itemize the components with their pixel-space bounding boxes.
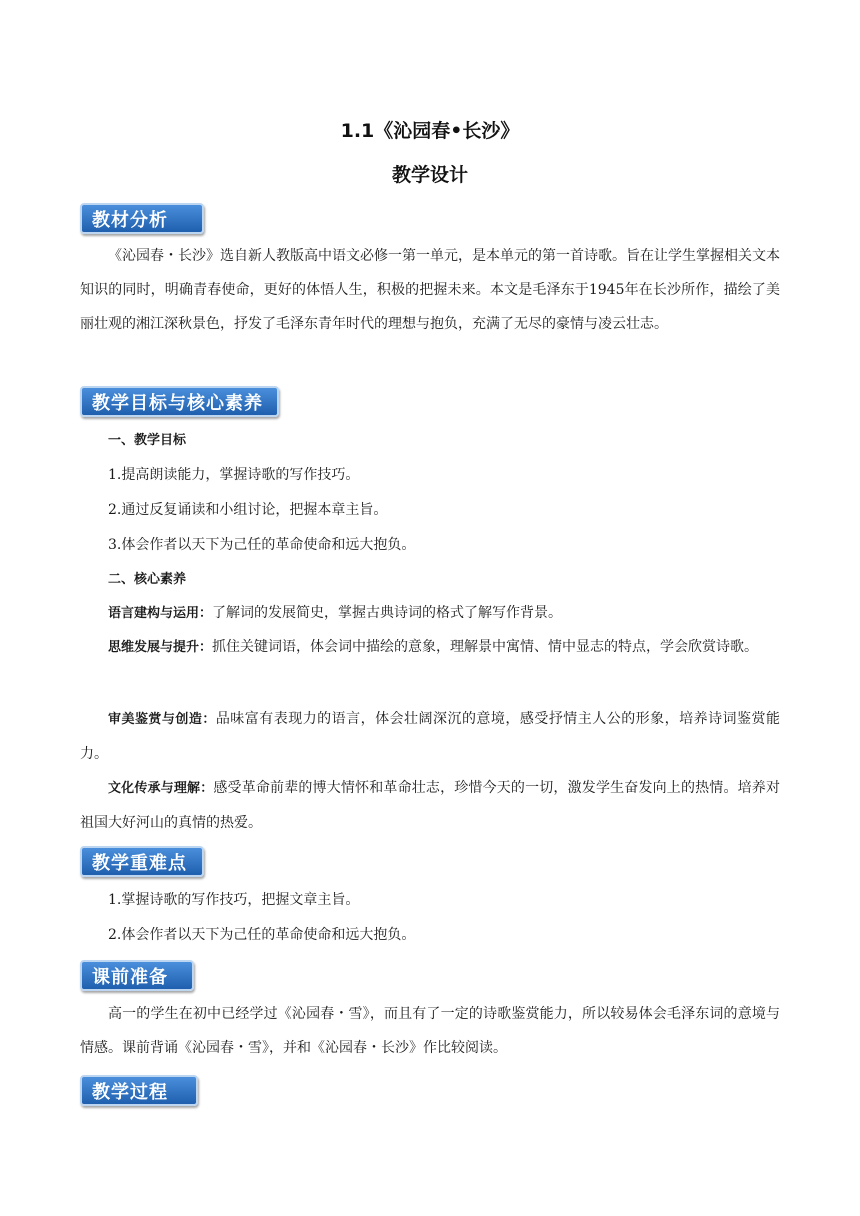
- core-literacy-language: [80, 596, 780, 631]
- goals-subheading: 一、教学目标: [108, 433, 187, 448]
- core-label: 思维发展与提升：: [108, 640, 213, 655]
- document-title: 1.1《沁园春•长沙》: [340, 120, 520, 142]
- keypoint-item: 1.掌握诗歌的写作技巧，把握文章主旨。: [108, 892, 360, 908]
- section-badge-preparation: 课前准备: [80, 960, 194, 991]
- core-literacy-culture: [80, 771, 780, 840]
- core-label: 语言建构与运用：: [108, 606, 213, 621]
- core-label: 文化传承与理解：: [108, 781, 214, 796]
- core-literacy-thinking: [80, 630, 780, 665]
- core-subheading: 二、核心素养: [108, 572, 187, 587]
- section-badge-goals: 教学目标与核心素养: [80, 386, 279, 417]
- section-badge-keypoints: 教学重难点: [80, 846, 204, 877]
- core-literacy-aesthetics: [80, 702, 780, 771]
- analysis-paragraph: 《沁园春・长沙》选自新人教版高中语文必修一第一单元，是本单元的第一首诗歌。旨在让学生掌握相关文本知识的同时，明确青春使命，更好的体悟人生，积极的把握未来。本文是毛泽东于1945年在长沙所作，描绘了美丽壮观的湘江深秋景色，抒发了毛泽东青年时代的理想与抱负，充满了无尽的豪情与凌云壮志。: [80, 248, 780, 332]
- goal-item: 3.体会作者以天下为己任的革命使命和远大抱负。: [108, 537, 416, 553]
- core-text: 了解词的发展简史，掌握古典诗词的格式了解写作背景。: [212, 605, 563, 621]
- preparation-paragraph: 高一的学生在初中已经学过《沁园春・雪》，而且有了一定的诗歌鉴赏能力，所以较易体会毛泽东词的意境与情感。课前背诵《沁园春・雪》，并和《沁园春・长沙》作比较阅读。: [80, 1006, 780, 1056]
- goal-item: 1.提高朗读能力，掌握诗歌的写作技巧。: [108, 467, 360, 483]
- core-text: 抓住关键词语，体会词中描绘的意象，理解景中寓情、情中显志的特点，学会欣赏诗歌。: [212, 639, 759, 655]
- goal-item: 2.通过反复诵读和小组讨论，把握本章主旨。: [108, 502, 388, 518]
- section-badge-process: 教学过程: [80, 1075, 198, 1106]
- document-subtitle: 教学设计: [391, 164, 468, 186]
- core-label: 审美鉴赏与创造：: [108, 712, 216, 727]
- core-text: 感受革命前辈的博大情怀和革命壮志，珍惜今天的一切，激发学生奋发向上的热情。培养对祖国大好河山的真情的热爱。: [80, 780, 780, 831]
- section-badge-analysis: 教材分析: [80, 203, 204, 234]
- core-text: 品味富有表现力的语言，体会壮阔深沉的意境，感受抒情主人公的形象，培养诗词鉴赏能力。: [80, 711, 780, 762]
- keypoint-item: 2.体会作者以天下为己任的革命使命和远大抱负。: [108, 927, 416, 943]
